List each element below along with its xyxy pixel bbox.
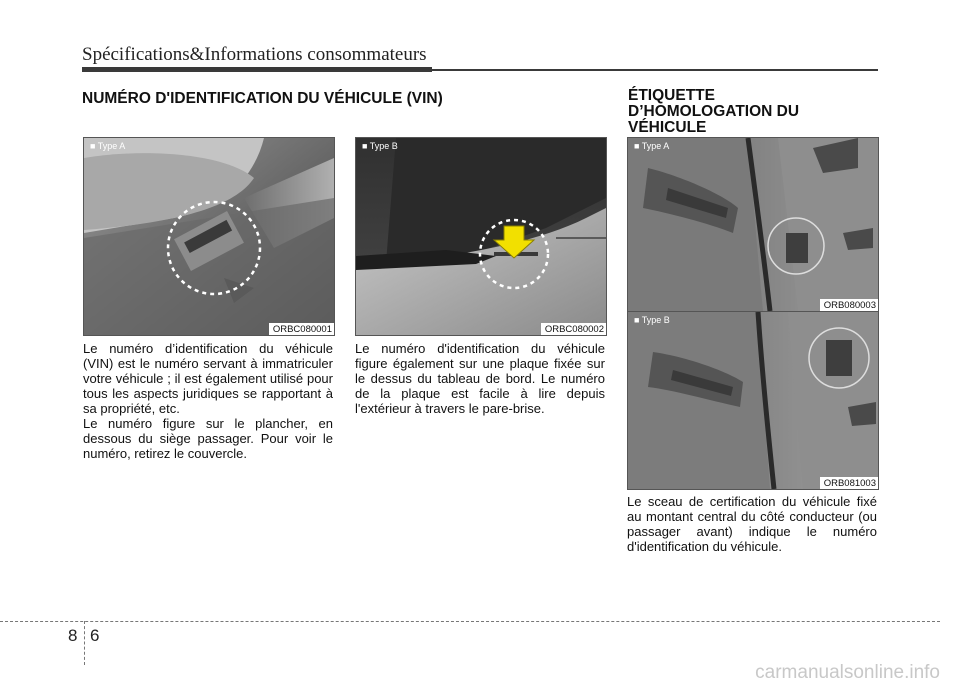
type-b-label: ■ Type B — [362, 141, 398, 151]
type-a-label: ■ Type A — [634, 141, 670, 151]
footer-dashed-line — [0, 621, 940, 622]
figure-code: ORBC080002 — [541, 323, 606, 335]
label-figure-type-b — [627, 311, 879, 490]
door-pillar-illustration — [628, 312, 878, 489]
type-a-label: ■ Type A — [90, 141, 126, 151]
vin-paragraph-a: Le numéro d’identification du véhicule (VIN) est le numéro servant à immatriculer votre véhicule ; il est également utilisé pour tous les aspects juridiques se rapportant à sa propriété, etc. Le numéro figure sur le plancher, en dessous du siège passager. Pour voir le numéro, retirez le couvercle. — [83, 341, 333, 461]
label-figure-type-a — [627, 137, 879, 312]
watermark: carmanualsonline.info — [755, 662, 940, 683]
vin-paragraph-b: Le numéro d'identification du véhicule figure également sur une plaque fixée sur le dessus du tableau de bord. Le numéro de la plaque est facile à lire depuis l'extérieur à travers le pare-brise. — [355, 341, 605, 416]
figure-code: ORBC080001 — [269, 323, 334, 335]
figure-code: ORB080003 — [820, 299, 878, 311]
windshield-dashboard-illustration — [356, 138, 606, 335]
floor-under-seat-illustration — [84, 138, 334, 335]
header-rule — [82, 67, 432, 72]
page-number: 6 — [90, 626, 100, 645]
vin-section-title: NUMÉRO D'IDENTIFICATION DU VÉHICULE (VIN) — [82, 90, 443, 107]
chapter-title: Spécifications&Informations consommateurs — [82, 44, 427, 65]
certification-label-title: ÉTIQUETTE D’HOMOLOGATION DU VÉHICULE — [628, 87, 800, 136]
footer-vertical-dashed-line — [84, 621, 85, 665]
header-rule-thin — [432, 69, 878, 71]
vin-figure-type-b — [355, 137, 607, 336]
certification-paragraph: Le sceau de certification du véhicule fixé au montant central du côté conducteur (ou passager avant) indique le numéro d'identification du véhicule. — [627, 494, 877, 554]
vin-figure-type-a — [83, 137, 335, 336]
door-pillar-illustration — [628, 138, 878, 311]
page-number-chapter: 8 — [68, 626, 78, 645]
type-b-label: ■ Type B — [634, 315, 670, 325]
figure-code: ORB081003 — [820, 477, 878, 489]
